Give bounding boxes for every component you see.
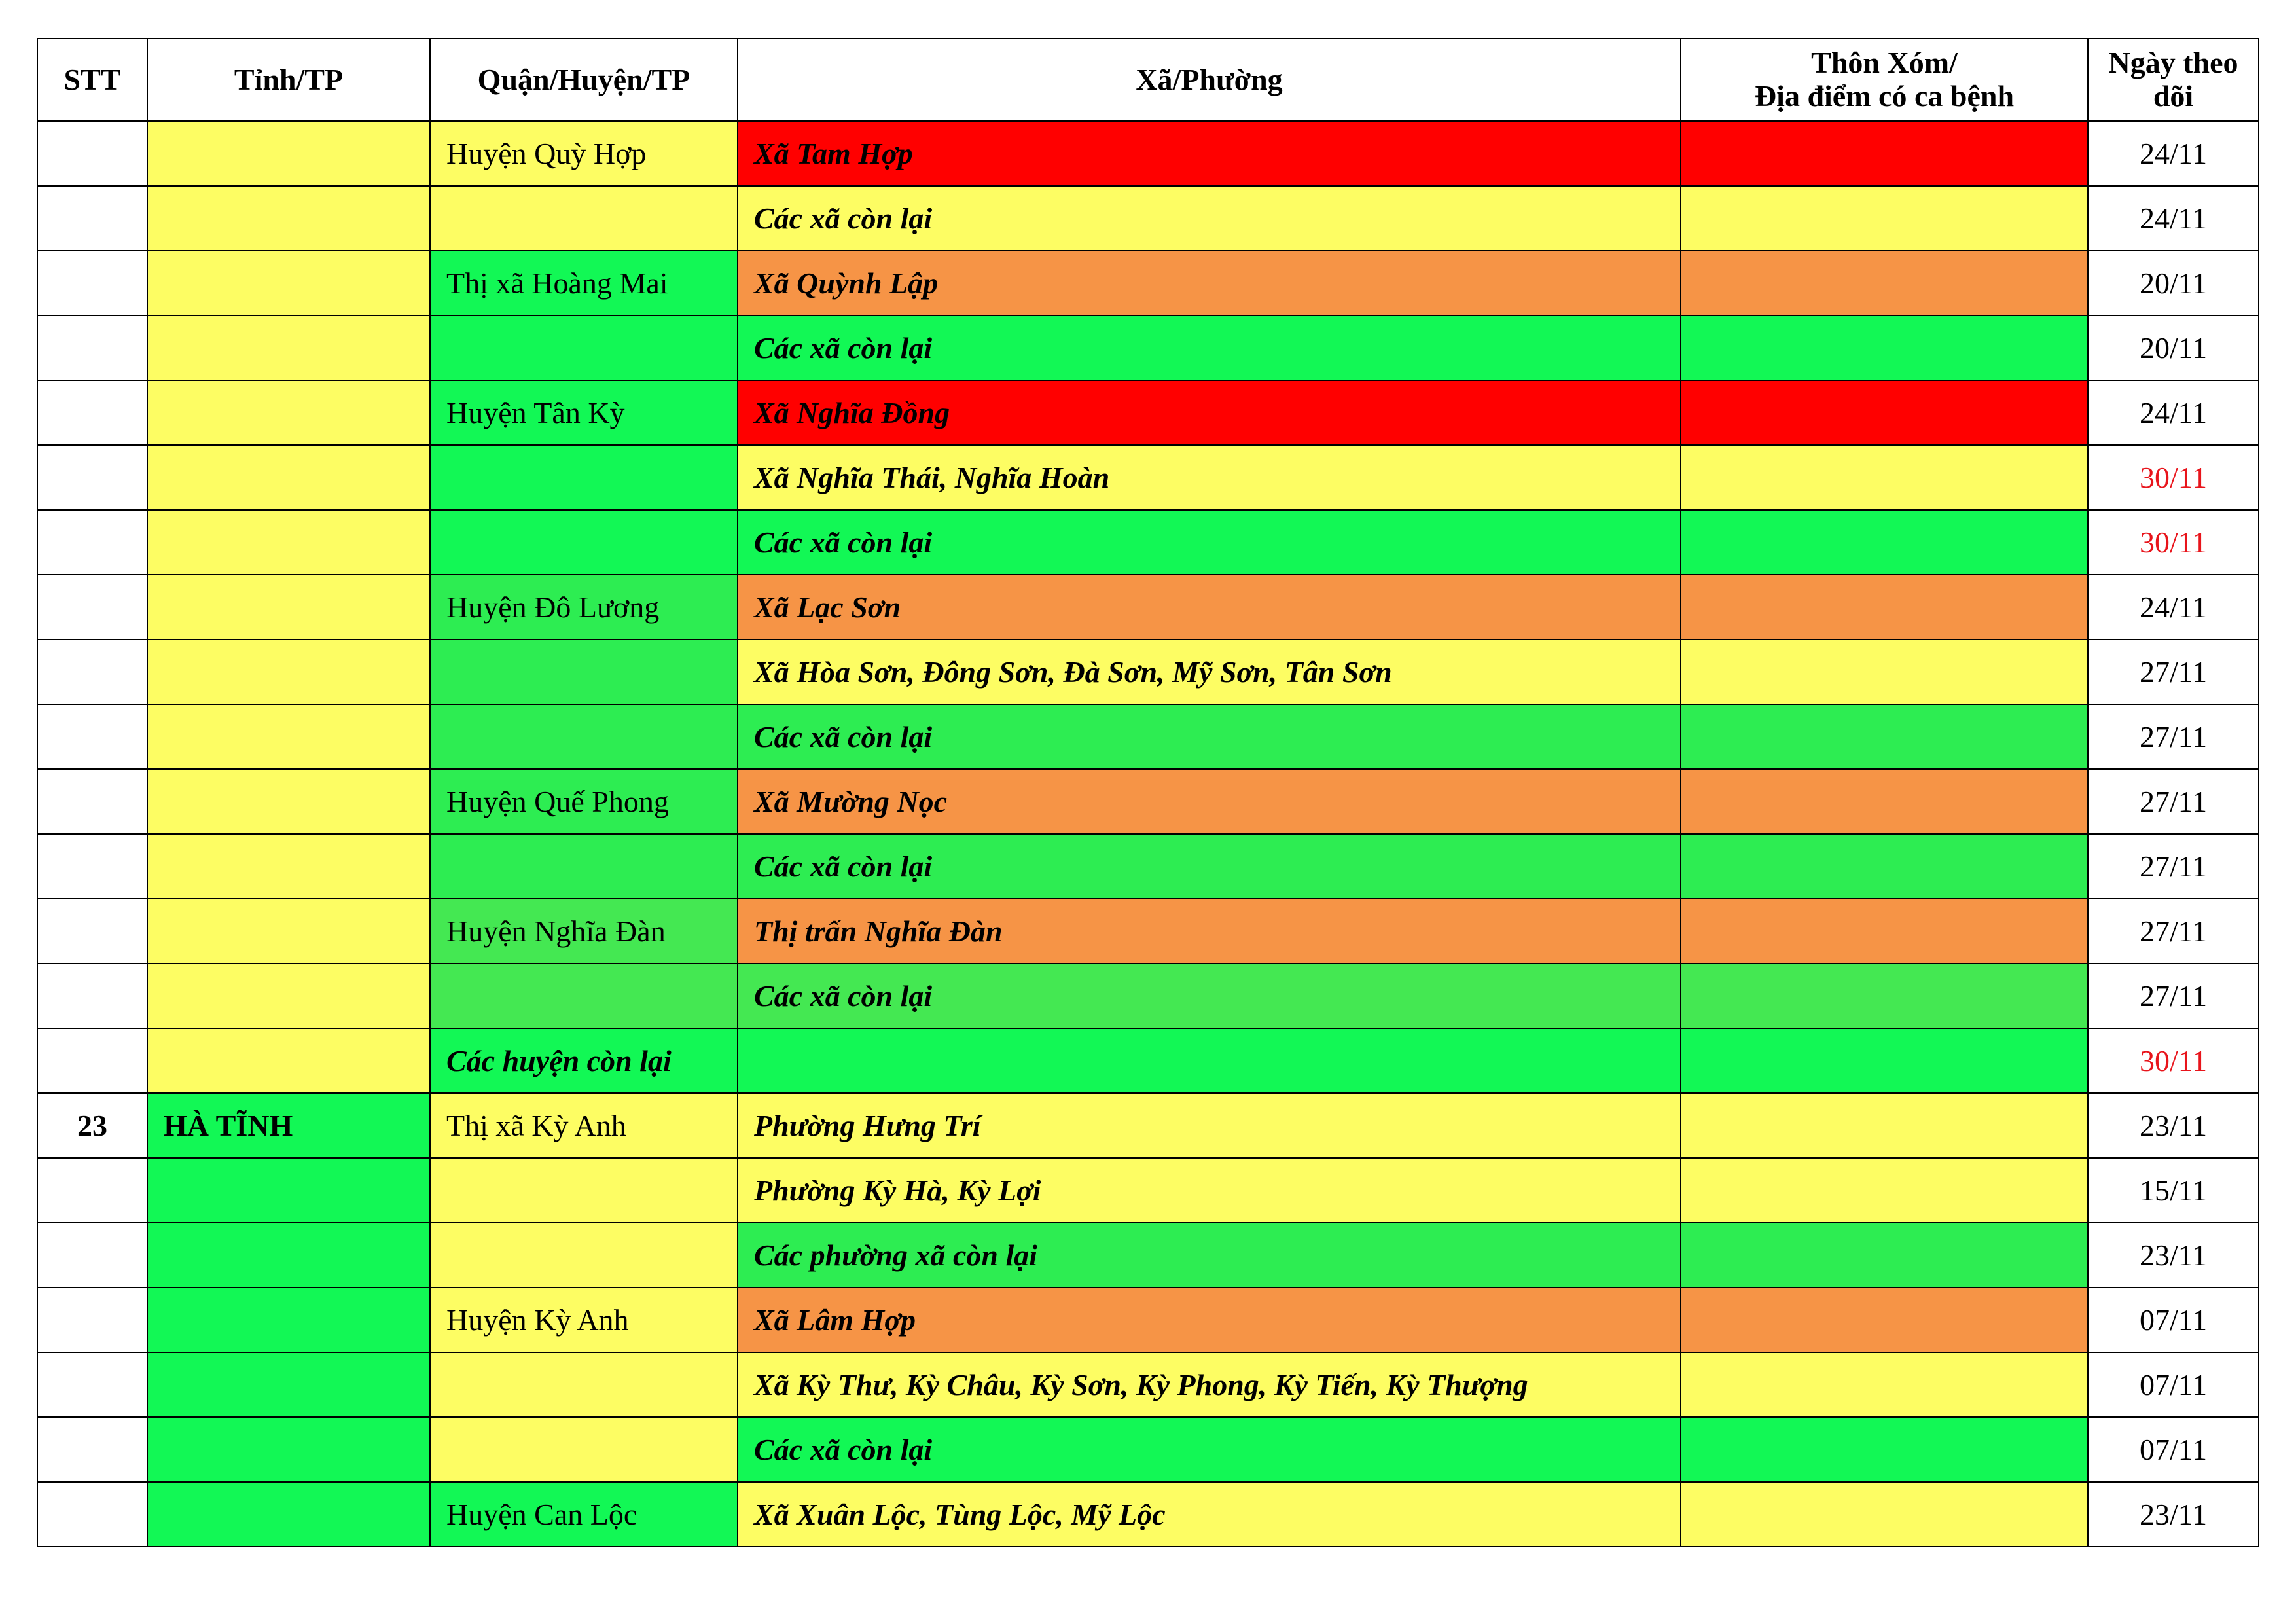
province-cell	[147, 380, 430, 445]
hamlet-cell	[1681, 1352, 2088, 1417]
province-cell: HÀ TĨNH	[147, 1093, 430, 1158]
table-row	[37, 1223, 2259, 1288]
ward-cell: Các phường xã còn lại	[738, 1223, 1681, 1288]
district-cell	[430, 1352, 738, 1417]
province-cell	[147, 251, 430, 316]
header-date-line2: dõi	[2153, 79, 2194, 113]
stt-cell	[37, 316, 147, 380]
province-cell	[147, 704, 430, 769]
table-row	[37, 575, 2259, 640]
date-cell: 23/11	[2088, 1223, 2259, 1288]
ward-cell: Các xã còn lại	[738, 510, 1681, 575]
hamlet-cell	[1681, 445, 2088, 510]
stt-cell	[37, 121, 147, 186]
stt-cell	[37, 445, 147, 510]
hamlet-cell	[1681, 834, 2088, 899]
hamlet-cell	[1681, 316, 2088, 380]
stt-cell	[37, 1482, 147, 1547]
table-row	[37, 1093, 2259, 1158]
stt-cell	[37, 251, 147, 316]
table-row	[37, 510, 2259, 575]
risk-level-table	[37, 38, 2259, 1547]
hamlet-cell	[1681, 121, 2088, 186]
district-cell	[430, 1158, 738, 1223]
date-cell: 30/11	[2088, 1028, 2259, 1093]
hamlet-cell	[1681, 575, 2088, 640]
hamlet-cell	[1681, 1417, 2088, 1482]
stt-cell	[37, 510, 147, 575]
district-cell: Thị xã Kỳ Anh	[430, 1093, 738, 1158]
table-row	[37, 316, 2259, 380]
date-cell: 30/11	[2088, 510, 2259, 575]
district-cell	[430, 964, 738, 1028]
hamlet-cell	[1681, 380, 2088, 445]
hamlet-cell	[1681, 769, 2088, 834]
stt-cell	[37, 1352, 147, 1417]
hamlet-cell	[1681, 1482, 2088, 1547]
province-cell	[147, 445, 430, 510]
stt-cell	[37, 899, 147, 964]
province-cell	[147, 834, 430, 899]
province-cell	[147, 1288, 430, 1352]
header-stt: STT	[37, 39, 147, 121]
province-cell	[147, 186, 430, 251]
district-cell	[430, 445, 738, 510]
stt-cell	[37, 186, 147, 251]
ward-cell	[738, 1028, 1681, 1093]
hamlet-cell	[1681, 510, 2088, 575]
stt-cell	[37, 834, 147, 899]
district-cell: Huyện Đô Lương	[430, 575, 738, 640]
ward-cell: Xã Nghĩa Đồng	[738, 380, 1681, 445]
header-date-line1: Ngày theo	[2108, 46, 2238, 80]
date-cell: 24/11	[2088, 575, 2259, 640]
table-row	[37, 1352, 2259, 1417]
table-row	[37, 640, 2259, 704]
district-cell	[430, 1223, 738, 1288]
hamlet-cell	[1681, 964, 2088, 1028]
table-row	[37, 251, 2259, 316]
date-cell: 27/11	[2088, 769, 2259, 834]
hamlet-cell	[1681, 704, 2088, 769]
ward-cell: Xã Lạc Sơn	[738, 575, 1681, 640]
district-cell: Huyện Tân Kỳ	[430, 380, 738, 445]
ward-cell: Phường Hưng Trí	[738, 1093, 1681, 1158]
header-hamlet-line1: Thôn Xóm/	[1811, 46, 1958, 80]
date-cell: 20/11	[2088, 316, 2259, 380]
date-cell: 23/11	[2088, 1482, 2259, 1547]
header-row	[37, 39, 2259, 121]
stt-cell	[37, 640, 147, 704]
district-cell: Huyện Quế Phong	[430, 769, 738, 834]
ward-cell: Các xã còn lại	[738, 1417, 1681, 1482]
stt-cell	[37, 769, 147, 834]
table-body	[37, 121, 2259, 1547]
hamlet-cell	[1681, 1093, 2088, 1158]
district-cell	[430, 510, 738, 575]
stt-cell	[37, 1158, 147, 1223]
table-row	[37, 834, 2259, 899]
district-cell: Huyện Kỳ Anh	[430, 1288, 738, 1352]
table-row	[37, 1028, 2259, 1093]
table-header	[37, 39, 2259, 121]
header-province: Tỉnh/TP	[147, 39, 430, 121]
date-cell: 07/11	[2088, 1417, 2259, 1482]
table-row	[37, 121, 2259, 186]
province-cell	[147, 1028, 430, 1093]
stt-cell	[37, 1028, 147, 1093]
stt-cell	[37, 704, 147, 769]
province-cell	[147, 640, 430, 704]
ward-cell: Các xã còn lại	[738, 964, 1681, 1028]
province-cell	[147, 121, 430, 186]
header-district: Quận/Huyện/TP	[430, 39, 738, 121]
ward-cell: Thị trấn Nghĩa Đàn	[738, 899, 1681, 964]
date-cell: 15/11	[2088, 1158, 2259, 1223]
ward-cell: Xã Hòa Sơn, Đông Sơn, Đà Sơn, Mỹ Sơn, Tân Sơn	[738, 640, 1681, 704]
date-cell: 07/11	[2088, 1352, 2259, 1417]
date-cell: 27/11	[2088, 899, 2259, 964]
ward-cell: Xã Lâm Hợp	[738, 1288, 1681, 1352]
province-cell	[147, 575, 430, 640]
stt-cell	[37, 1223, 147, 1288]
district-cell	[430, 1417, 738, 1482]
header-date	[2088, 39, 2259, 121]
table-row	[37, 1482, 2259, 1547]
header-hamlet	[1681, 39, 2088, 121]
table-row	[37, 445, 2259, 510]
province-cell	[147, 964, 430, 1028]
table-row	[37, 1417, 2259, 1482]
hamlet-cell	[1681, 1223, 2088, 1288]
province-cell	[147, 769, 430, 834]
hamlet-cell	[1681, 1158, 2088, 1223]
stt-cell	[37, 964, 147, 1028]
district-cell	[430, 186, 738, 251]
district-cell: Các huyện còn lại	[430, 1028, 738, 1093]
province-cell	[147, 1417, 430, 1482]
date-cell: 27/11	[2088, 704, 2259, 769]
district-cell	[430, 640, 738, 704]
ward-cell: Phường Kỳ Hà, Kỳ Lợi	[738, 1158, 1681, 1223]
table-row	[37, 899, 2259, 964]
district-cell: Huyện Quỳ Hợp	[430, 121, 738, 186]
date-cell: 30/11	[2088, 445, 2259, 510]
ward-cell: Xã Nghĩa Thái, Nghĩa Hoàn	[738, 445, 1681, 510]
district-cell: Thị xã Hoàng Mai	[430, 251, 738, 316]
hamlet-cell	[1681, 1028, 2088, 1093]
ward-cell: Xã Kỳ Thư, Kỳ Châu, Kỳ Sơn, Kỳ Phong, Kỳ Tiến, Kỳ Thượng	[738, 1352, 1681, 1417]
date-cell: 27/11	[2088, 834, 2259, 899]
hamlet-cell	[1681, 186, 2088, 251]
hamlet-cell	[1681, 899, 2088, 964]
province-cell	[147, 510, 430, 575]
district-cell	[430, 316, 738, 380]
district-cell	[430, 704, 738, 769]
district-cell: Huyện Nghĩa Đàn	[430, 899, 738, 964]
ward-cell: Các xã còn lại	[738, 834, 1681, 899]
table-row	[37, 704, 2259, 769]
date-cell: 20/11	[2088, 251, 2259, 316]
table-row	[37, 964, 2259, 1028]
ward-cell: Các xã còn lại	[738, 316, 1681, 380]
province-cell	[147, 1352, 430, 1417]
ward-cell: Các xã còn lại	[738, 704, 1681, 769]
province-cell	[147, 1158, 430, 1223]
hamlet-cell	[1681, 1288, 2088, 1352]
ward-cell: Xã Quỳnh Lập	[738, 251, 1681, 316]
province-cell	[147, 316, 430, 380]
ward-cell: Xã Tam Hợp	[738, 121, 1681, 186]
province-cell	[147, 1482, 430, 1547]
stt-cell	[37, 380, 147, 445]
table-row	[37, 186, 2259, 251]
table-row	[37, 380, 2259, 445]
ward-cell: Xã Mường Nọc	[738, 769, 1681, 834]
ward-cell: Xã Xuân Lộc, Tùng Lộc, Mỹ Lộc	[738, 1482, 1681, 1547]
table-row	[37, 1288, 2259, 1352]
hamlet-cell	[1681, 640, 2088, 704]
stt-cell	[37, 1288, 147, 1352]
date-cell: 27/11	[2088, 964, 2259, 1028]
date-cell: 27/11	[2088, 640, 2259, 704]
date-cell: 23/11	[2088, 1093, 2259, 1158]
date-cell: 24/11	[2088, 186, 2259, 251]
header-ward: Xã/Phường	[738, 39, 1681, 121]
stt-cell: 23	[37, 1093, 147, 1158]
province-cell	[147, 1223, 430, 1288]
province-cell	[147, 899, 430, 964]
table-row	[37, 1158, 2259, 1223]
date-cell: 24/11	[2088, 121, 2259, 186]
table-row	[37, 769, 2259, 834]
district-cell: Huyện Can Lộc	[430, 1482, 738, 1547]
hamlet-cell	[1681, 251, 2088, 316]
stt-cell	[37, 1417, 147, 1482]
stt-cell	[37, 575, 147, 640]
header-hamlet-line2: Địa điểm có ca bệnh	[1754, 79, 2015, 113]
ward-cell: Các xã còn lại	[738, 186, 1681, 251]
district-cell	[430, 834, 738, 899]
date-cell: 07/11	[2088, 1288, 2259, 1352]
date-cell: 24/11	[2088, 380, 2259, 445]
